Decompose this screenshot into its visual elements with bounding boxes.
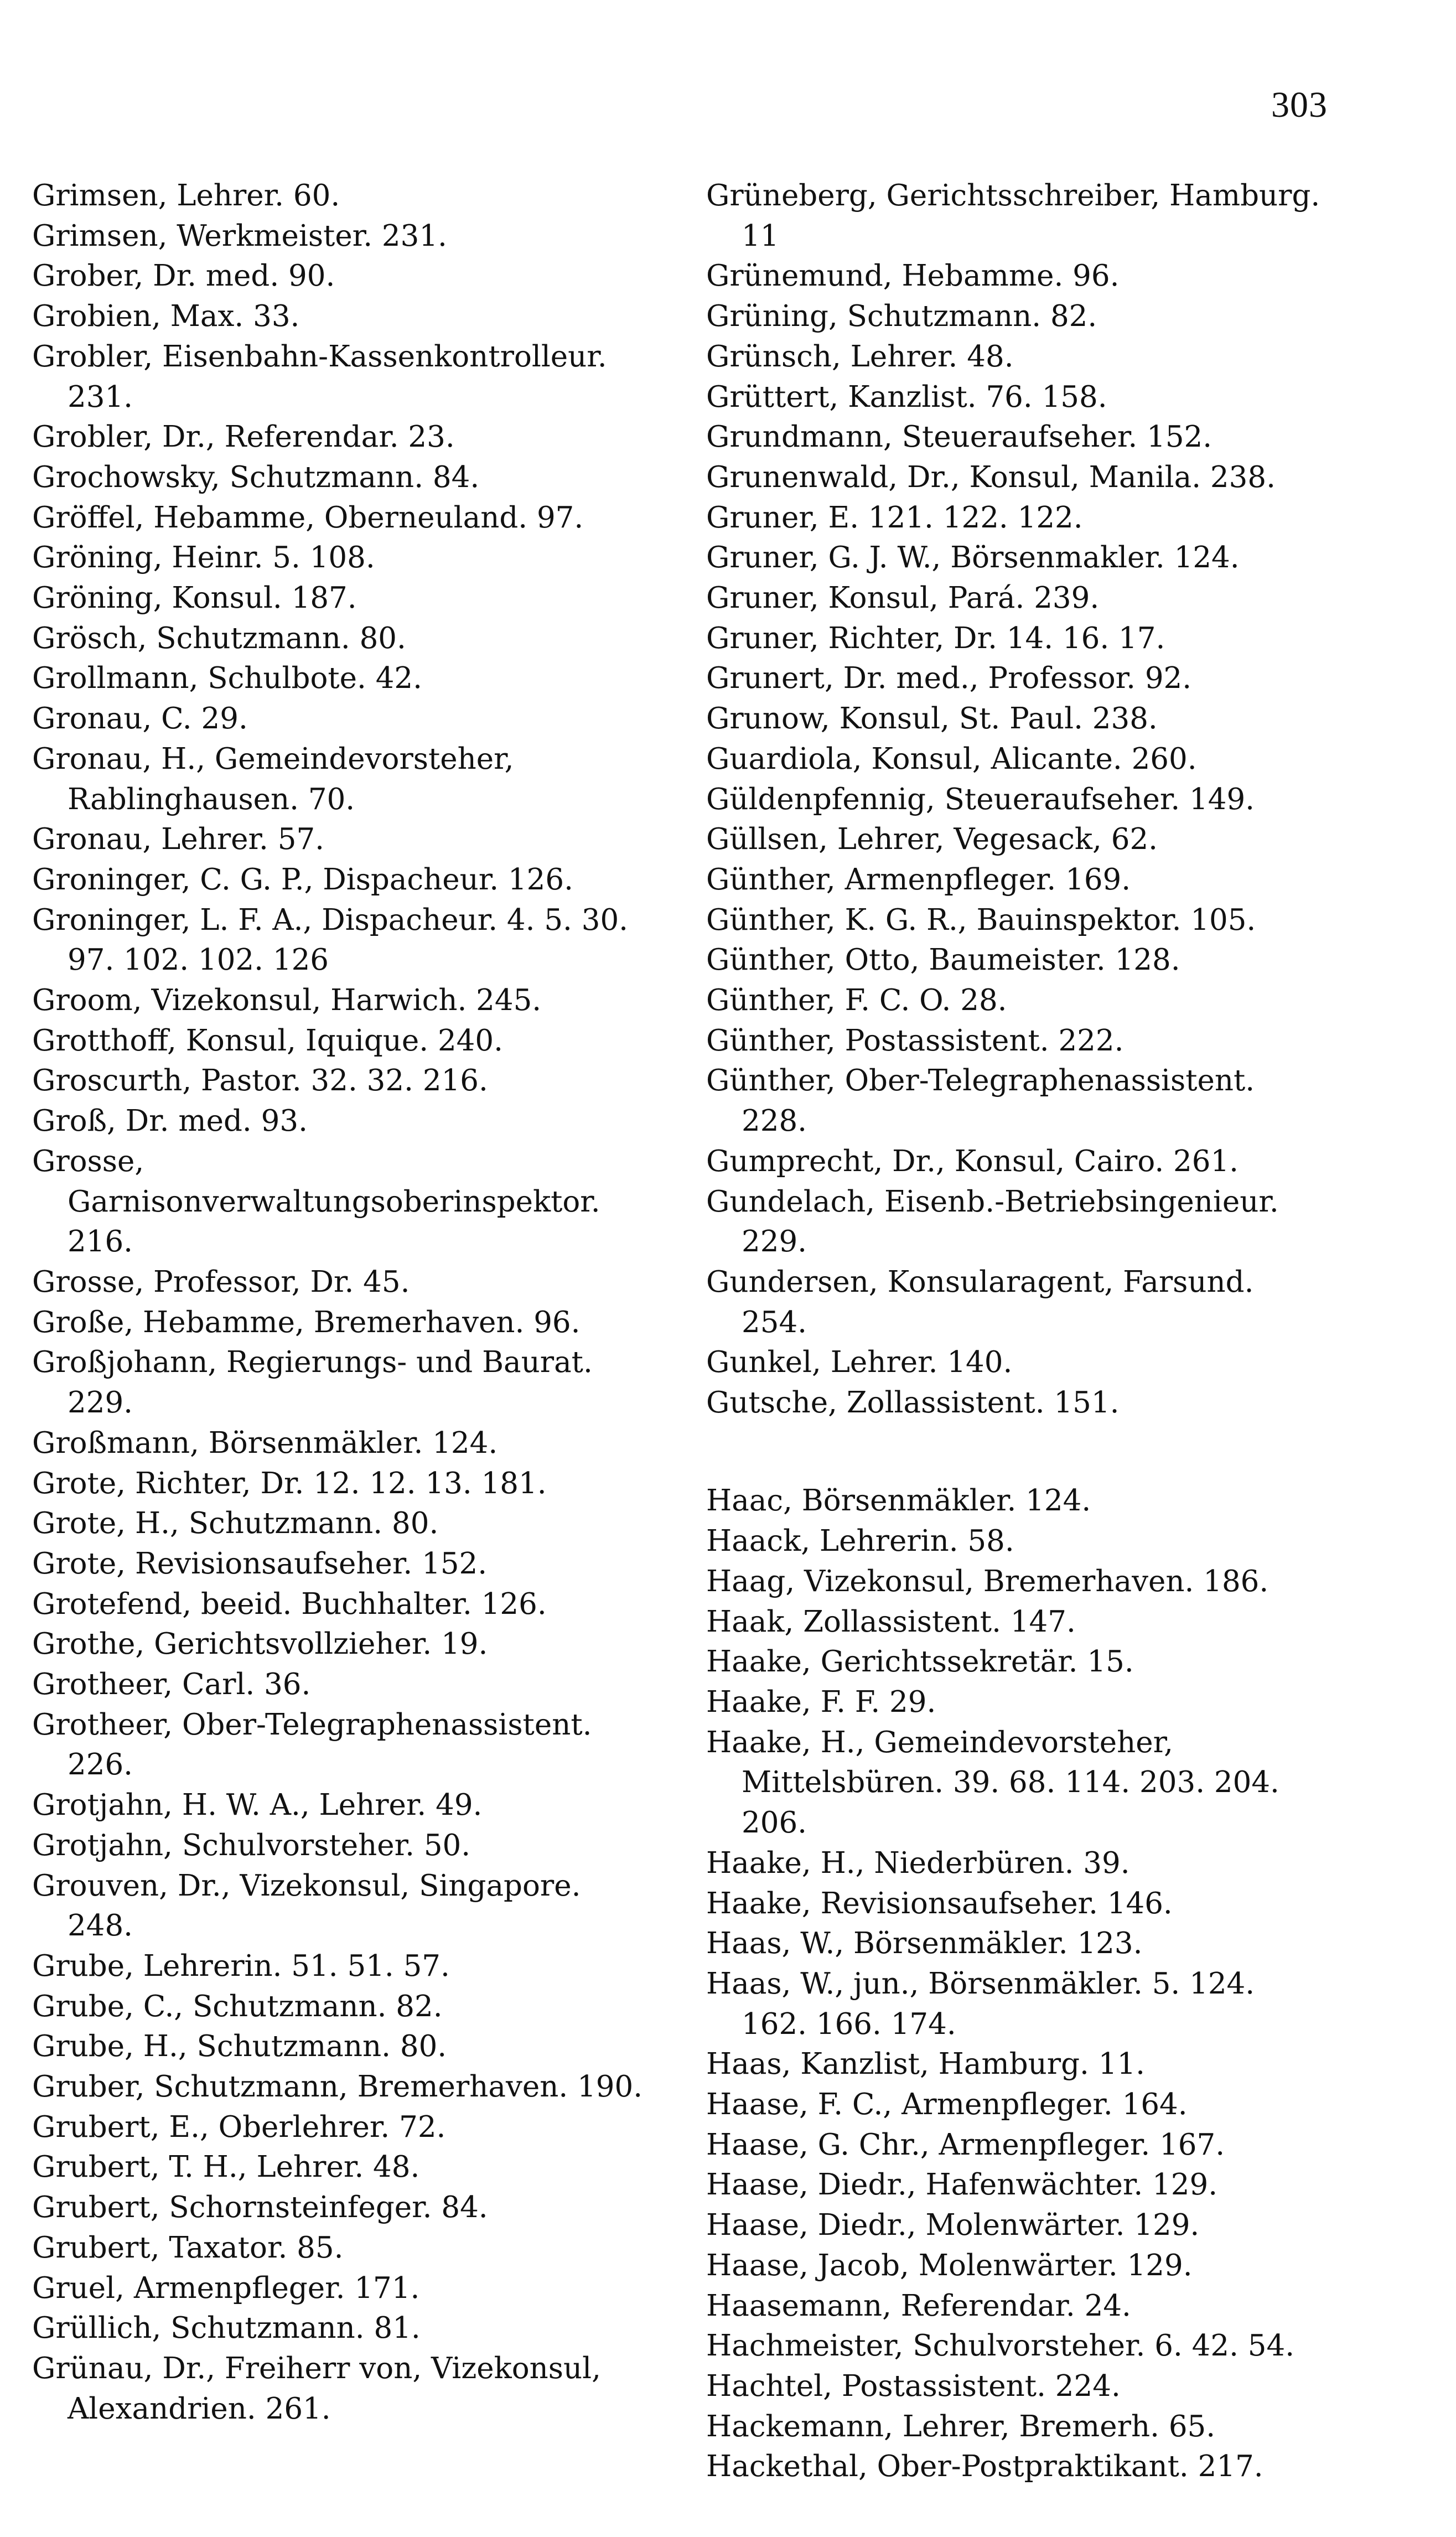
index-entry: Groninger, L. F. A., Dispacheur. 4. 5. 30. 97. 102. 102. 126 <box>32 903 629 977</box>
index-entry: Gunkel, Lehrer. 140. <box>706 1345 1013 1380</box>
index-entry: Güldenpfennig, Steueraufseher. 149. <box>706 782 1255 816</box>
index-entry: Gröning, Konsul. 187. <box>32 581 357 615</box>
index-entry: Gröffel, Hebamme, Oberneuland. 97. <box>32 500 584 535</box>
index-entry: Grotthoff, Konsul, Iquique. 240. <box>32 1023 503 1058</box>
index-entry: Haase, Diedr., Hafenwächter. 129. <box>706 2168 1218 2202</box>
index-entry: Grote, H., Schutzmann. 80. <box>32 1506 439 1541</box>
index-entry: Grünemund, Hebamme. 96. <box>706 259 1120 293</box>
index-entry: Groom, Vizekonsul, Harwich. 245. <box>32 983 542 1018</box>
index-entry: Grimsen, Lehrer. 60. <box>32 179 340 213</box>
index-entry: Gutsche, Zollassistent. 151. <box>706 1386 1120 1420</box>
index-entry: Haase, Jacob, Molenwärter. 129. <box>706 2248 1193 2282</box>
index-entry: Grotheer, Ober-Telegraphenassistent. 226. <box>32 1707 592 1782</box>
index-entry: Haase, G. Chr., Armenpfleger. 167. <box>706 2127 1225 2162</box>
index-entry: Gruner, G. J. W., Börsenmakler. 124. <box>706 541 1240 575</box>
index-entry: Grober, Dr. med. 90. <box>32 259 335 293</box>
index-entry: Grunenwald, Dr., Konsul, Manila. 238. <box>706 460 1276 494</box>
index-entry: Haas, W., Börsenmäkler. 123. <box>706 1927 1143 1961</box>
index-entry: Grobler, Eisenbahn-Kassenkontrolleur. 231. <box>32 339 607 414</box>
index-entry: Haake, F. F. 29. <box>706 1685 936 1719</box>
index-entry: Gronau, H., Gemeindevorsteher, Rablinghausen. 70. <box>32 742 514 816</box>
index-entry: Gundelach, Eisenb.-Betriebsingenieur. 229. <box>706 1184 1279 1259</box>
left-column <box>32 176 651 2429</box>
index-entry: Haasemann, Referendar. 24. <box>706 2289 1131 2323</box>
index-entry: Haake, H., Gemeindevorsteher, Mittelsbüren. 39. 68. 114. 203. 204. 206. <box>706 1725 1279 1840</box>
index-entry: Gruel, Armenpfleger. 171. <box>32 2271 420 2305</box>
index-entry: Grünsch, Lehrer. 48. <box>706 339 1014 374</box>
index-entry: Hachtel, Postassistent. 224. <box>706 2369 1121 2403</box>
index-entry: Grubert, Taxator. 85. <box>32 2230 344 2265</box>
index-entry: Haase, Diedr., Molenwärter. 129. <box>706 2208 1200 2243</box>
index-entry: Gronau, C. 29. <box>32 702 248 736</box>
index-entry: Grüneberg, Gerichtsschreiber, Hamburg. 11 <box>706 179 1320 253</box>
section-gap <box>706 1432 1323 1473</box>
index-entry: Große, Hebamme, Bremerhaven. 96. <box>32 1305 581 1339</box>
index-entry: Grube, Lehrerin. 51. 51. 57. <box>32 1949 450 1983</box>
index-entry: Grouven, Dr., Vizekonsul, Singapore. 248. <box>32 1868 581 1943</box>
index-entry: Großmann, Börsenmäkler. 124. <box>32 1426 498 1460</box>
index-entry: Günther, F. C. O. 28. <box>706 983 1007 1018</box>
index-entry: Hackemann, Lehrer, Bremerh. 65. <box>706 2409 1216 2443</box>
index-entry: Grotefend, beeid. Buchhalter. 126. <box>32 1587 547 1621</box>
index-entry: Grubert, Schornsteinfeger. 84. <box>32 2191 488 2225</box>
index-entry: Grote, Richter, Dr. 12. 12. 13. 181. <box>32 1466 547 1500</box>
index-entry: Gröning, Heinr. 5. 108. <box>32 541 375 575</box>
index-entry: Grotjahn, H. W. A., Lehrer. 49. <box>32 1788 483 1823</box>
index-entry: Grotheer, Carl. 36. <box>32 1668 311 1702</box>
index-entry: Haas, Kanzlist, Hamburg. 11. <box>706 2047 1146 2082</box>
index-entry: Grimsen, Werkmeister. 231. <box>32 219 447 253</box>
index-entry: Grube, H., Schutzmann. 80. <box>32 2029 447 2064</box>
index-entry: Gronau, Lehrer. 57. <box>32 822 325 857</box>
index-entry: Gruner, Richter, Dr. 14. 16. 17. <box>706 621 1165 655</box>
index-entry: Gruner, E. 121. 122. 122. <box>706 500 1083 535</box>
index-entry: Grundmann, Steueraufseher. 152. <box>706 420 1213 454</box>
index-entry: Groscurth, Pastor. 32. 32. 216. <box>32 1064 488 1098</box>
index-entry: Gruber, Schutzmann, Bremerhaven. 190. <box>32 2070 643 2104</box>
index-entry: Groninger, C. G. P., Dispacheur. 126. <box>32 862 573 897</box>
index-entry: Günther, K. G. R., Bauinspektor. 105. <box>706 903 1256 937</box>
index-entry: Grote, Revisionsaufseher. 152. <box>32 1546 488 1581</box>
index-entry: Grösch, Schutzmann. 80. <box>32 621 406 655</box>
index-entry: Grube, C., Schutzmann. 82. <box>32 1989 443 2023</box>
index-entry: Günther, Ober-Telegraphenassistent. 228. <box>706 1064 1255 1138</box>
index-entry: Grollmann, Schulbote. 42. <box>32 661 422 696</box>
index-entry: Grobien, Max. 33. <box>32 299 300 334</box>
index-entry: Haase, F. C., Armenpfleger. 164. <box>706 2088 1188 2122</box>
index-entry: Güllsen, Lehrer, Vegesack, 62. <box>706 822 1158 857</box>
index-entry: Günther, Postassistent. 222. <box>706 1023 1124 1058</box>
index-entry: Grochowsky, Schutzmann. 84. <box>32 460 480 494</box>
index-entry: Gumprecht, Dr., Konsul, Cairo. 261. <box>706 1144 1239 1178</box>
right-column <box>706 176 1323 2487</box>
index-entry: Günther, Armenpfleger. 169. <box>706 862 1131 897</box>
index-entry: Haake, H., Niederbüren. 39. <box>706 1846 1130 1880</box>
index-entry: Grobler, Dr., Referendar. 23. <box>32 420 455 454</box>
index-entry: Grunow, Konsul, St. Paul. 238. <box>706 702 1158 736</box>
index-entry: Grüllich, Schutzmann. 81. <box>32 2311 421 2346</box>
index-entry: Groß, Dr. med. 93. <box>32 1104 308 1138</box>
index-entry: Grünau, Dr., Freiherr von, Vizekonsul, Alexandrien. 261. <box>32 2351 601 2426</box>
index-entry: Günther, Otto, Baumeister. 128. <box>706 943 1180 977</box>
index-entry: Gruner, Konsul, Pará. 239. <box>706 581 1100 615</box>
index-entry: Guardiola, Konsul, Alicante. 260. <box>706 742 1197 776</box>
index-entry: Haak, Zollassistent. 147. <box>706 1604 1076 1639</box>
index-entry: Grotjahn, Schulvorsteher. 50. <box>32 1828 471 1862</box>
index-entry: Grüttert, Kanzlist. 76. 158. <box>706 380 1107 414</box>
index-entry: Hachmeister, Schulvorsteher. 6. 42. 54. <box>706 2329 1295 2363</box>
index-entry: Haake, Revisionsaufseher. 146. <box>706 1886 1173 1920</box>
index-entry: Grosse, Garnisonverwaltungsoberinspektor. 216. <box>32 1144 600 1259</box>
index-entry: Gundersen, Konsularagent, Farsund. 254. <box>706 1265 1254 1339</box>
index-entry: Grothe, Gerichtsvollzieher. 19. <box>32 1627 488 1661</box>
index-entry: Grubert, E., Oberlehrer. 72. <box>32 2110 446 2144</box>
page-number: 303 <box>1271 85 1328 125</box>
index-entry: Haake, Gerichtssekretär. 15. <box>706 1645 1134 1679</box>
index-entry: Haack, Lehrerin. 58. <box>706 1524 1014 1559</box>
index-entry: Haag, Vizekonsul, Bremerhaven. 186. <box>706 1564 1269 1598</box>
index-entry: Großjohann, Regierungs- und Baurat. 229. <box>32 1345 593 1420</box>
index-entry: Haac, Börsenmäkler. 124. <box>706 1484 1091 1518</box>
index-entry: Grüning, Schutzmann. 82. <box>706 299 1097 334</box>
index-entry: Haas, W., jun., Börsenmäkler. 5. 124. 162. 166. 174. <box>706 1966 1255 2041</box>
index-entry: Grunert, Dr. med., Professor. 92. <box>706 661 1192 696</box>
index-entry: Hackethal, Ober-Postpraktikant. 217. <box>706 2450 1263 2484</box>
index-entry: Grosse, Professor, Dr. 45. <box>32 1265 410 1299</box>
index-entry: Grubert, T. H., Lehrer. 48. <box>32 2150 420 2184</box>
